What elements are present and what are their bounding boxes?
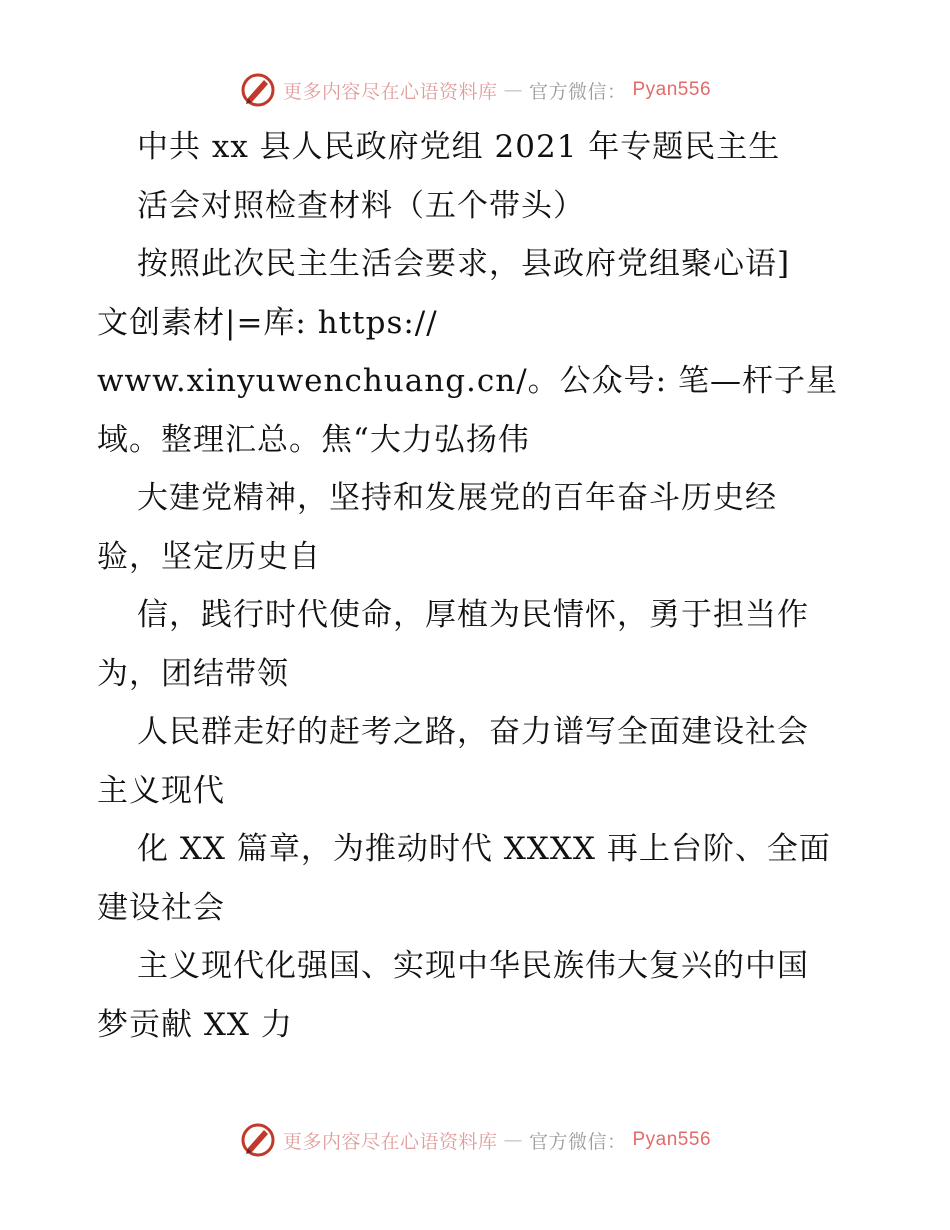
watermark-wechat-label: 官方微信： bbox=[528, 80, 627, 103]
document-title-line-2: 活会对照检查材料（五个带头） bbox=[137, 187, 585, 224]
paragraph-line: 信，践行时代使命，厚植为民情怀，勇于担当作 bbox=[137, 597, 809, 633]
paragraph-line: 建设社会 bbox=[97, 889, 225, 926]
paragraph-line: 主义现代 bbox=[97, 772, 225, 809]
paragraph-line: 文创素材|=库: https:// bbox=[97, 304, 438, 341]
paragraph-line: 人民群走好的赶考之路，奋力谱写全面建设社会 bbox=[137, 714, 809, 750]
paragraph-line: 为，团结带领 bbox=[97, 655, 289, 692]
pen-logo-icon bbox=[239, 71, 277, 109]
header-watermark bbox=[0, 68, 950, 112]
watermark-main-text: 更多内容尽在心语资料库 bbox=[282, 80, 498, 103]
paragraph-line: www.xinyuwenchuang.cn/。公众号: 笔—杆子星 bbox=[97, 363, 838, 399]
footer-watermark bbox=[0, 1118, 950, 1162]
watermark-wechat-label: 官方微信： bbox=[528, 1130, 627, 1153]
watermark-wechat-id: Pyan556 bbox=[632, 79, 712, 100]
paragraph-line: 按照此次民主生活会要求，县政府党组聚心语] bbox=[137, 246, 791, 282]
paragraph-line: 域。整理汇总。焦“大力弘扬伟 bbox=[97, 421, 530, 458]
document-body bbox=[97, 118, 857, 1054]
paragraph-line: 验，坚定历史自 bbox=[97, 538, 321, 575]
paragraph-line: 主义现代化强国、实现中华民族伟大复兴的中国 bbox=[137, 948, 809, 984]
paragraph-line: 大建党精神，坚持和发展党的百年奋斗历史经 bbox=[137, 480, 777, 516]
document-title-line-1: 中共 xx 县人民政府党组 2021 年专题民主生 bbox=[137, 129, 781, 165]
watermark-wechat-id: Pyan556 bbox=[632, 1129, 712, 1150]
paragraph-line: 梦贡献 XX 力 bbox=[97, 1006, 293, 1043]
watermark-separator: — bbox=[503, 79, 523, 101]
watermark-separator: — bbox=[503, 1129, 523, 1151]
watermark-main-text: 更多内容尽在心语资料库 bbox=[282, 1130, 498, 1153]
pen-logo-icon bbox=[239, 1121, 277, 1159]
paragraph-line: 化 XX 篇章，为推动时代 XXXX 再上台阶、全面 bbox=[137, 831, 831, 867]
